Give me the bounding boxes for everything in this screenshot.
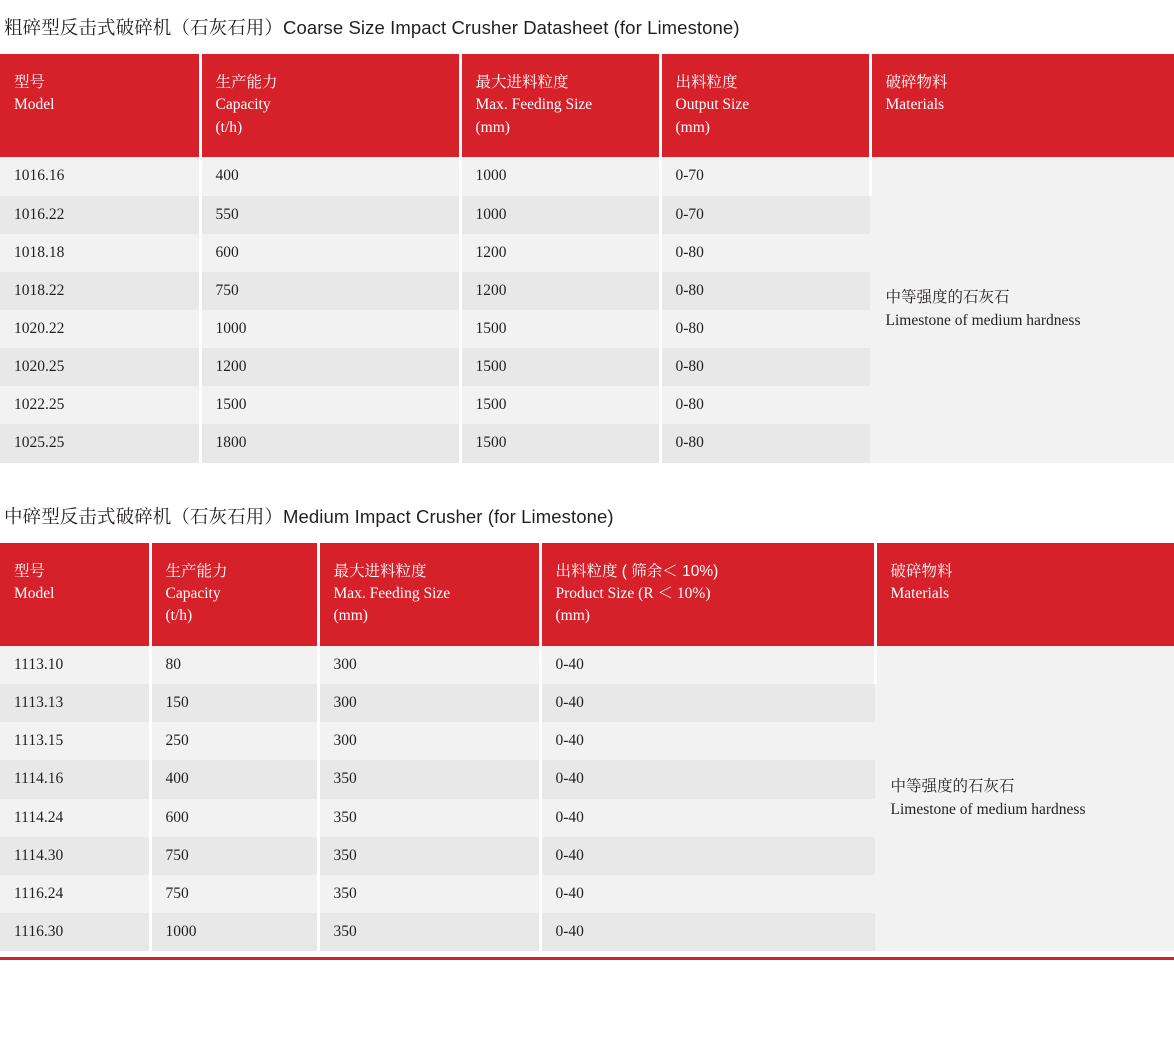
cell-feeding-size: 350: [318, 799, 540, 837]
cell-feeding-size: 350: [318, 837, 540, 875]
cell-model: 1113.10: [0, 646, 150, 684]
cell-capacity: 250: [150, 722, 318, 760]
table-row: [0, 157, 1174, 195]
cell-output-size: 0-70: [660, 196, 870, 234]
header-cn: 最大进料粒度: [475, 74, 569, 91]
cell-feeding-size: 300: [318, 684, 540, 722]
table-header-row: [0, 543, 1174, 646]
header-cn: 生产能力: [165, 562, 228, 580]
header-cn: 出料粒度: [675, 74, 738, 91]
cell-model: 1020.25: [0, 348, 200, 386]
cell-model: 1114.16: [0, 760, 150, 798]
cell-model: 1022.25: [0, 386, 200, 424]
cell-feeding-size: 1000: [460, 157, 660, 195]
spec-table: [0, 543, 1174, 952]
cell-product-size: 0-40: [540, 875, 875, 913]
cell-capacity: 1000: [200, 310, 460, 348]
cell-capacity: 1200: [200, 348, 460, 386]
cell-feeding-size: 350: [318, 760, 540, 798]
cell-model: 1018.22: [0, 272, 200, 310]
cell-feeding-size: 1500: [460, 348, 660, 386]
cell-materials: [870, 157, 1174, 462]
cell-capacity: 400: [150, 760, 318, 798]
header-en: Materials: [890, 585, 950, 602]
table-header-row: [0, 54, 1174, 157]
cell-capacity: 400: [200, 157, 460, 195]
cell-feeding-size: 1200: [460, 272, 660, 310]
cell-feeding-size: 350: [318, 913, 540, 951]
table-row: [0, 646, 1174, 684]
materials-en: Limestone of medium hardness: [885, 312, 1081, 330]
header-en: Model: [14, 585, 55, 602]
header-en: Max. Feeding Size: [333, 585, 451, 602]
cell-capacity: 150: [150, 684, 318, 722]
header-cn: 型号: [14, 74, 46, 91]
cell-feeding-size: 1000: [460, 196, 660, 234]
cell-product-size: 0-40: [540, 837, 875, 875]
header-en: Capacity: [165, 585, 221, 602]
cell-product-size: 0-40: [540, 684, 875, 722]
column-header-model: [0, 543, 150, 646]
header-unit: (mm): [333, 607, 368, 625]
cell-output-size: 0-80: [660, 424, 870, 462]
column-header-capacity: [150, 543, 318, 646]
cell-model: 1025.25: [0, 424, 200, 462]
section-medium-impact-crusher: [0, 489, 1174, 952]
cell-capacity: 1000: [150, 913, 318, 951]
cell-output-size: 0-80: [660, 234, 870, 272]
header-cn: 生产能力: [215, 74, 278, 91]
cell-capacity: 750: [150, 875, 318, 913]
cell-feeding-size: 300: [318, 646, 540, 684]
cell-model: 1018.18: [0, 234, 200, 272]
cell-model: 1116.24: [0, 875, 150, 913]
cell-materials: [875, 646, 1174, 951]
column-header-output-size: [660, 54, 870, 157]
header-en: Model: [14, 96, 55, 114]
cell-feeding-size: 1500: [460, 310, 660, 348]
column-header-capacity: [200, 54, 460, 157]
header-unit: (t/h): [165, 607, 193, 625]
cell-product-size: 0-40: [540, 760, 875, 798]
section-title: 粗碎型反击式破碎机（石灰石用）Coarse Size Impact Crusher Datasheet (for Limestone): [4, 17, 740, 38]
cell-feeding-size: 300: [318, 722, 540, 760]
header-en: Product Size (R ＜ 10%): [555, 585, 711, 602]
cell-capacity: 80: [150, 646, 318, 684]
column-header-materials: [875, 543, 1174, 646]
header-en: Max. Feeding Size: [475, 96, 593, 114]
cell-feeding-size: 1500: [460, 386, 660, 424]
cell-product-size: 0-40: [540, 799, 875, 837]
cell-model: 1114.24: [0, 799, 150, 837]
cell-model: 1113.13: [0, 684, 150, 722]
column-header-product-size: [540, 543, 875, 646]
cell-output-size: 0-80: [660, 272, 870, 310]
cell-model: 1016.16: [0, 157, 200, 195]
header-cn: 型号: [14, 562, 46, 580]
cell-capacity: 600: [200, 234, 460, 272]
cell-capacity: 750: [150, 837, 318, 875]
cell-model: 1116.30: [0, 913, 150, 951]
column-header-materials: [870, 54, 1174, 157]
cell-model: 1020.22: [0, 310, 200, 348]
cell-feeding-size: 350: [318, 875, 540, 913]
cell-model: 1016.22: [0, 196, 200, 234]
cell-capacity: 1500: [200, 386, 460, 424]
header-unit: (t/h): [215, 118, 243, 136]
cell-output-size: 0-80: [660, 310, 870, 348]
header-unit: (mm): [675, 118, 710, 136]
cell-product-size: 0-40: [540, 722, 875, 760]
header-cn: 破碎物料: [885, 74, 948, 91]
materials-cn: 中等强度的石灰石: [890, 777, 1015, 795]
column-header-model: [0, 54, 200, 157]
cell-output-size: 0-80: [660, 348, 870, 386]
header-cn: 出料粒度 ( 筛余＜ 10%): [555, 562, 719, 580]
materials-en: Limestone of medium hardness: [890, 801, 1086, 818]
cell-capacity: 550: [200, 196, 460, 234]
cell-product-size: 0-40: [540, 913, 875, 951]
cell-capacity: 1800: [200, 424, 460, 462]
header-cn: 破碎物料: [890, 562, 953, 580]
section-title: 中碎型反击式破碎机（石灰石用）Medium Impact Crusher (for Limestone): [4, 505, 614, 527]
cell-capacity: 750: [200, 272, 460, 310]
cell-feeding-size: 1500: [460, 424, 660, 462]
cell-output-size: 0-70: [660, 157, 870, 195]
header-cn: 最大进料粒度: [333, 562, 427, 580]
spec-table: [0, 54, 1174, 463]
header-en: Output Size: [675, 96, 750, 114]
header-unit: (mm): [555, 607, 590, 625]
header-en: Capacity: [215, 96, 271, 114]
cell-model: 1113.15: [0, 722, 150, 760]
header-unit: (mm): [475, 118, 510, 136]
column-header-max-feeding-size: [460, 54, 660, 157]
cell-product-size: 0-40: [540, 646, 875, 684]
cell-capacity: 600: [150, 799, 318, 837]
column-header-max-feeding-size: [318, 543, 540, 646]
cell-output-size: 0-80: [660, 386, 870, 424]
section-gap: [0, 463, 1174, 489]
cell-feeding-size: 1200: [460, 234, 660, 272]
cell-model: 1114.30: [0, 837, 150, 875]
section-coarse-impact-crusher: [0, 0, 1174, 463]
bottom-rule: [0, 957, 1174, 960]
materials-cn: 中等强度的石灰石: [885, 289, 1010, 307]
header-en: Materials: [885, 96, 945, 114]
